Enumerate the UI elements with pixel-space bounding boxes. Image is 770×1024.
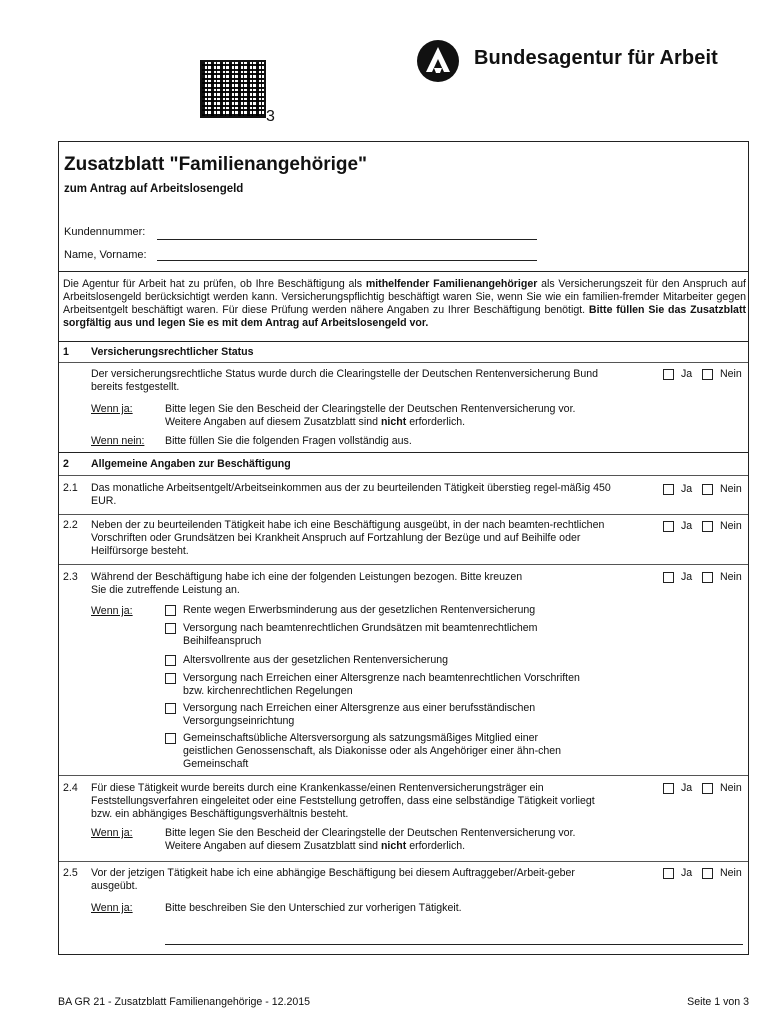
ba-logo-icon (417, 40, 459, 82)
q25-number: 2.5 (63, 867, 78, 879)
q24-number: 2.4 (63, 782, 78, 794)
intro-text: Die Agentur für Arbeit hat zu prüfen, ob Ihre Beschäftigung als mithelfender Familienangehöriger als Versicherungszeit für den Anspruch auf Arbeitslosengeld berücksichtigt werden kann. Versicherungspflichtig beschäftigt waren Sie, wenn Sie wie ein familien-fremder Mitarbeiter gegen Arbeitsentgelt beschäftigt waren. Für diese Prüfung werden nähere Angaben zu Ihrer Beschäftigung benötigt. Bitte füllen Sie das Zusatzblatt sorgfältig aus und legen Sie es mit dem Antrag auf Arbeitslosengeld vor. (63, 278, 746, 329)
q23-option-1-checkbox[interactable] (165, 605, 176, 616)
q25-no-label: Nein (720, 867, 742, 879)
s1-no-checkbox[interactable] (702, 369, 713, 380)
q21-no-checkbox[interactable] (702, 484, 713, 495)
q25-question: Vor der jetzigen Tätigkeit habe ich eine abhängige Beschäftigung bei diesem Auftraggeber/Arbeit-geber ausgeübt. (91, 867, 575, 892)
q23-number: 2.3 (63, 571, 78, 583)
q21-question: Das monatliche Arbeitsentgelt/Arbeitseinkommen aus der zu beurteilenden Tätigkeit überstieg regel-mäßig 450 EUR. (91, 482, 611, 507)
section-2-title: Allgemeine Angaben zur Beschäftigung (91, 458, 291, 470)
s1-question: Der versicherungsrechtliche Status wurde durch die Clearingstelle der Deutschen Rentenversicherung Bund bereits festgestellt. (91, 368, 599, 393)
s1-yes-instruction: Bitte legen Sie den Bescheid der Clearingstelle der Deutschen Rentenversicherung vor. Weitere Angaben auf diesem Zusatzblatt sind nicht erforderlich. (165, 403, 576, 428)
name-field[interactable] (157, 260, 537, 261)
s1-wenn-nein: Wenn nein: (91, 435, 145, 447)
q23-option-1: Rente wegen Erwerbsminderung aus der gesetzlichen Rentenversicherung (183, 604, 536, 616)
name-label: Name, Vorname: (64, 249, 147, 261)
q23-option-4-checkbox[interactable] (165, 673, 176, 684)
q25-no-checkbox[interactable] (702, 868, 713, 879)
q24-no-label: Nein (720, 782, 742, 794)
q23-question: Während der Beschäftigung habe ich eine der folgenden Leistungen bezogen. Bitte kreuzen Sie die zutreffende Leistung an. (91, 571, 523, 596)
q23-wenn-ja: Wenn ja: (91, 605, 133, 617)
customer-number-label: Kundennummer: (64, 226, 146, 238)
q24-yes-instruction: Bitte legen Sie den Bescheid der Clearingstelle der Deutschen Rentenversicherung vor. Weitere Angaben auf diesem Zusatzblatt sind nicht erforderlich. (165, 827, 576, 852)
q21-no-label: Nein (720, 483, 742, 495)
s1-no-label: Nein (720, 368, 742, 380)
q22-yes-checkbox[interactable] (663, 521, 674, 532)
form-title: Zusatzblatt "Familienangehörige" (64, 154, 368, 175)
q22-question: Neben der zu beurteilenden Tätigkeit habe ich eine Beschäftigung ausgeübt, in der nach beamten-rechtlichen Vorschriften oder Grundsätzen bei Krankheit Anspruch auf Fortzahlung der Bezüge und auf Beihilfe oder Heilfürsorge besteht. (91, 519, 605, 557)
q23-option-6: Gemeinschaftsübliche Altersversorgung als satzungsmäßiges Mitglied einer geistlichen Genossenschaft, als Diakonisse oder als Angehöriger einer ähn-chen Gemeinschaft (183, 732, 562, 770)
barcode (202, 62, 264, 116)
q22-yes-label: Ja (681, 520, 693, 532)
q25-wenn-ja: Wenn ja: (91, 902, 133, 914)
q23-no-label: Nein (720, 571, 742, 583)
s1-no-instruction: Bitte füllen Sie die folgenden Fragen vollständig aus. (165, 435, 412, 447)
customer-number-field[interactable] (157, 239, 537, 240)
q23-option-2-checkbox[interactable] (165, 623, 176, 634)
q22-no-checkbox[interactable] (702, 521, 713, 532)
q23-option-4: Versorgung nach Erreichen einer Altersgrenze nach beamtenrechtlichen Vorschriften bzw. kirchenrechtlichen Regelungen (183, 672, 580, 697)
section-2-number: 2 (63, 458, 69, 470)
q23-option-6-checkbox[interactable] (165, 733, 176, 744)
q21-yes-checkbox[interactable] (663, 484, 674, 495)
form-subtitle: zum Antrag auf Arbeitslosengeld (64, 183, 244, 195)
s1-yes-checkbox[interactable] (663, 369, 674, 380)
ba-logo-text: Bundesagentur für Arbeit (474, 47, 718, 69)
footer-page-info: Seite 1 von 3 (687, 996, 749, 1008)
q25-yes-label: Ja (681, 867, 693, 879)
s1-yes-label: Ja (681, 368, 693, 380)
q21-yes-label: Ja (681, 483, 693, 495)
q23-no-checkbox[interactable] (702, 572, 713, 583)
q21-number: 2.1 (63, 482, 78, 494)
q22-no-label: Nein (720, 520, 742, 532)
q23-option-3-checkbox[interactable] (165, 655, 176, 666)
section-1-number: 1 (63, 346, 69, 358)
q24-yes-label: Ja (681, 782, 693, 794)
s1-wenn-ja: Wenn ja: (91, 403, 133, 415)
q22-number: 2.2 (63, 519, 78, 531)
q23-option-3: Altersvollrente aus der gesetzlichen Rentenversicherung (183, 654, 448, 666)
q24-yes-checkbox[interactable] (663, 783, 674, 794)
q24-question: Für diese Tätigkeit wurde bereits durch eine Krankenkasse/einen Rentenversicherungsträger ein Feststellungsverfahren eingeleitet oder eine Feststellung getroffen, dass eine selbständige Tätigkeit vorliegt bzw. ein abhängiges Beschäftigungsverhältnis besteht. (91, 782, 595, 820)
q25-yes-checkbox[interactable] (663, 868, 674, 879)
divider (59, 271, 748, 272)
q25-answer-field[interactable] (165, 944, 743, 945)
q24-no-checkbox[interactable] (702, 783, 713, 794)
q23-option-5-checkbox[interactable] (165, 703, 176, 714)
q23-yes-checkbox[interactable] (663, 572, 674, 583)
page-number: 3 (266, 108, 275, 125)
form-frame (58, 141, 749, 955)
q24-wenn-ja: Wenn ja: (91, 827, 133, 839)
q23-yes-label: Ja (681, 571, 693, 583)
q23-option-5: Versorgung nach Erreichen einer Altersgrenze aus einer berufsständischen Versorgungseinrichtung (183, 702, 536, 727)
footer-form-id: BA GR 21 - Zusatzblatt Familienangehörige - 12.2015 (58, 996, 311, 1008)
section-1-title: Versicherungsrechtlicher Status (91, 346, 254, 358)
q25-yes-instruction: Bitte beschreiben Sie den Unterschied zur vorherigen Tätigkeit. (165, 902, 462, 914)
q23-option-2: Versorgung nach beamtenrechtlichen Grundsätzen mit beamtenrechtlichem Beihilfeanspruch (183, 622, 538, 647)
